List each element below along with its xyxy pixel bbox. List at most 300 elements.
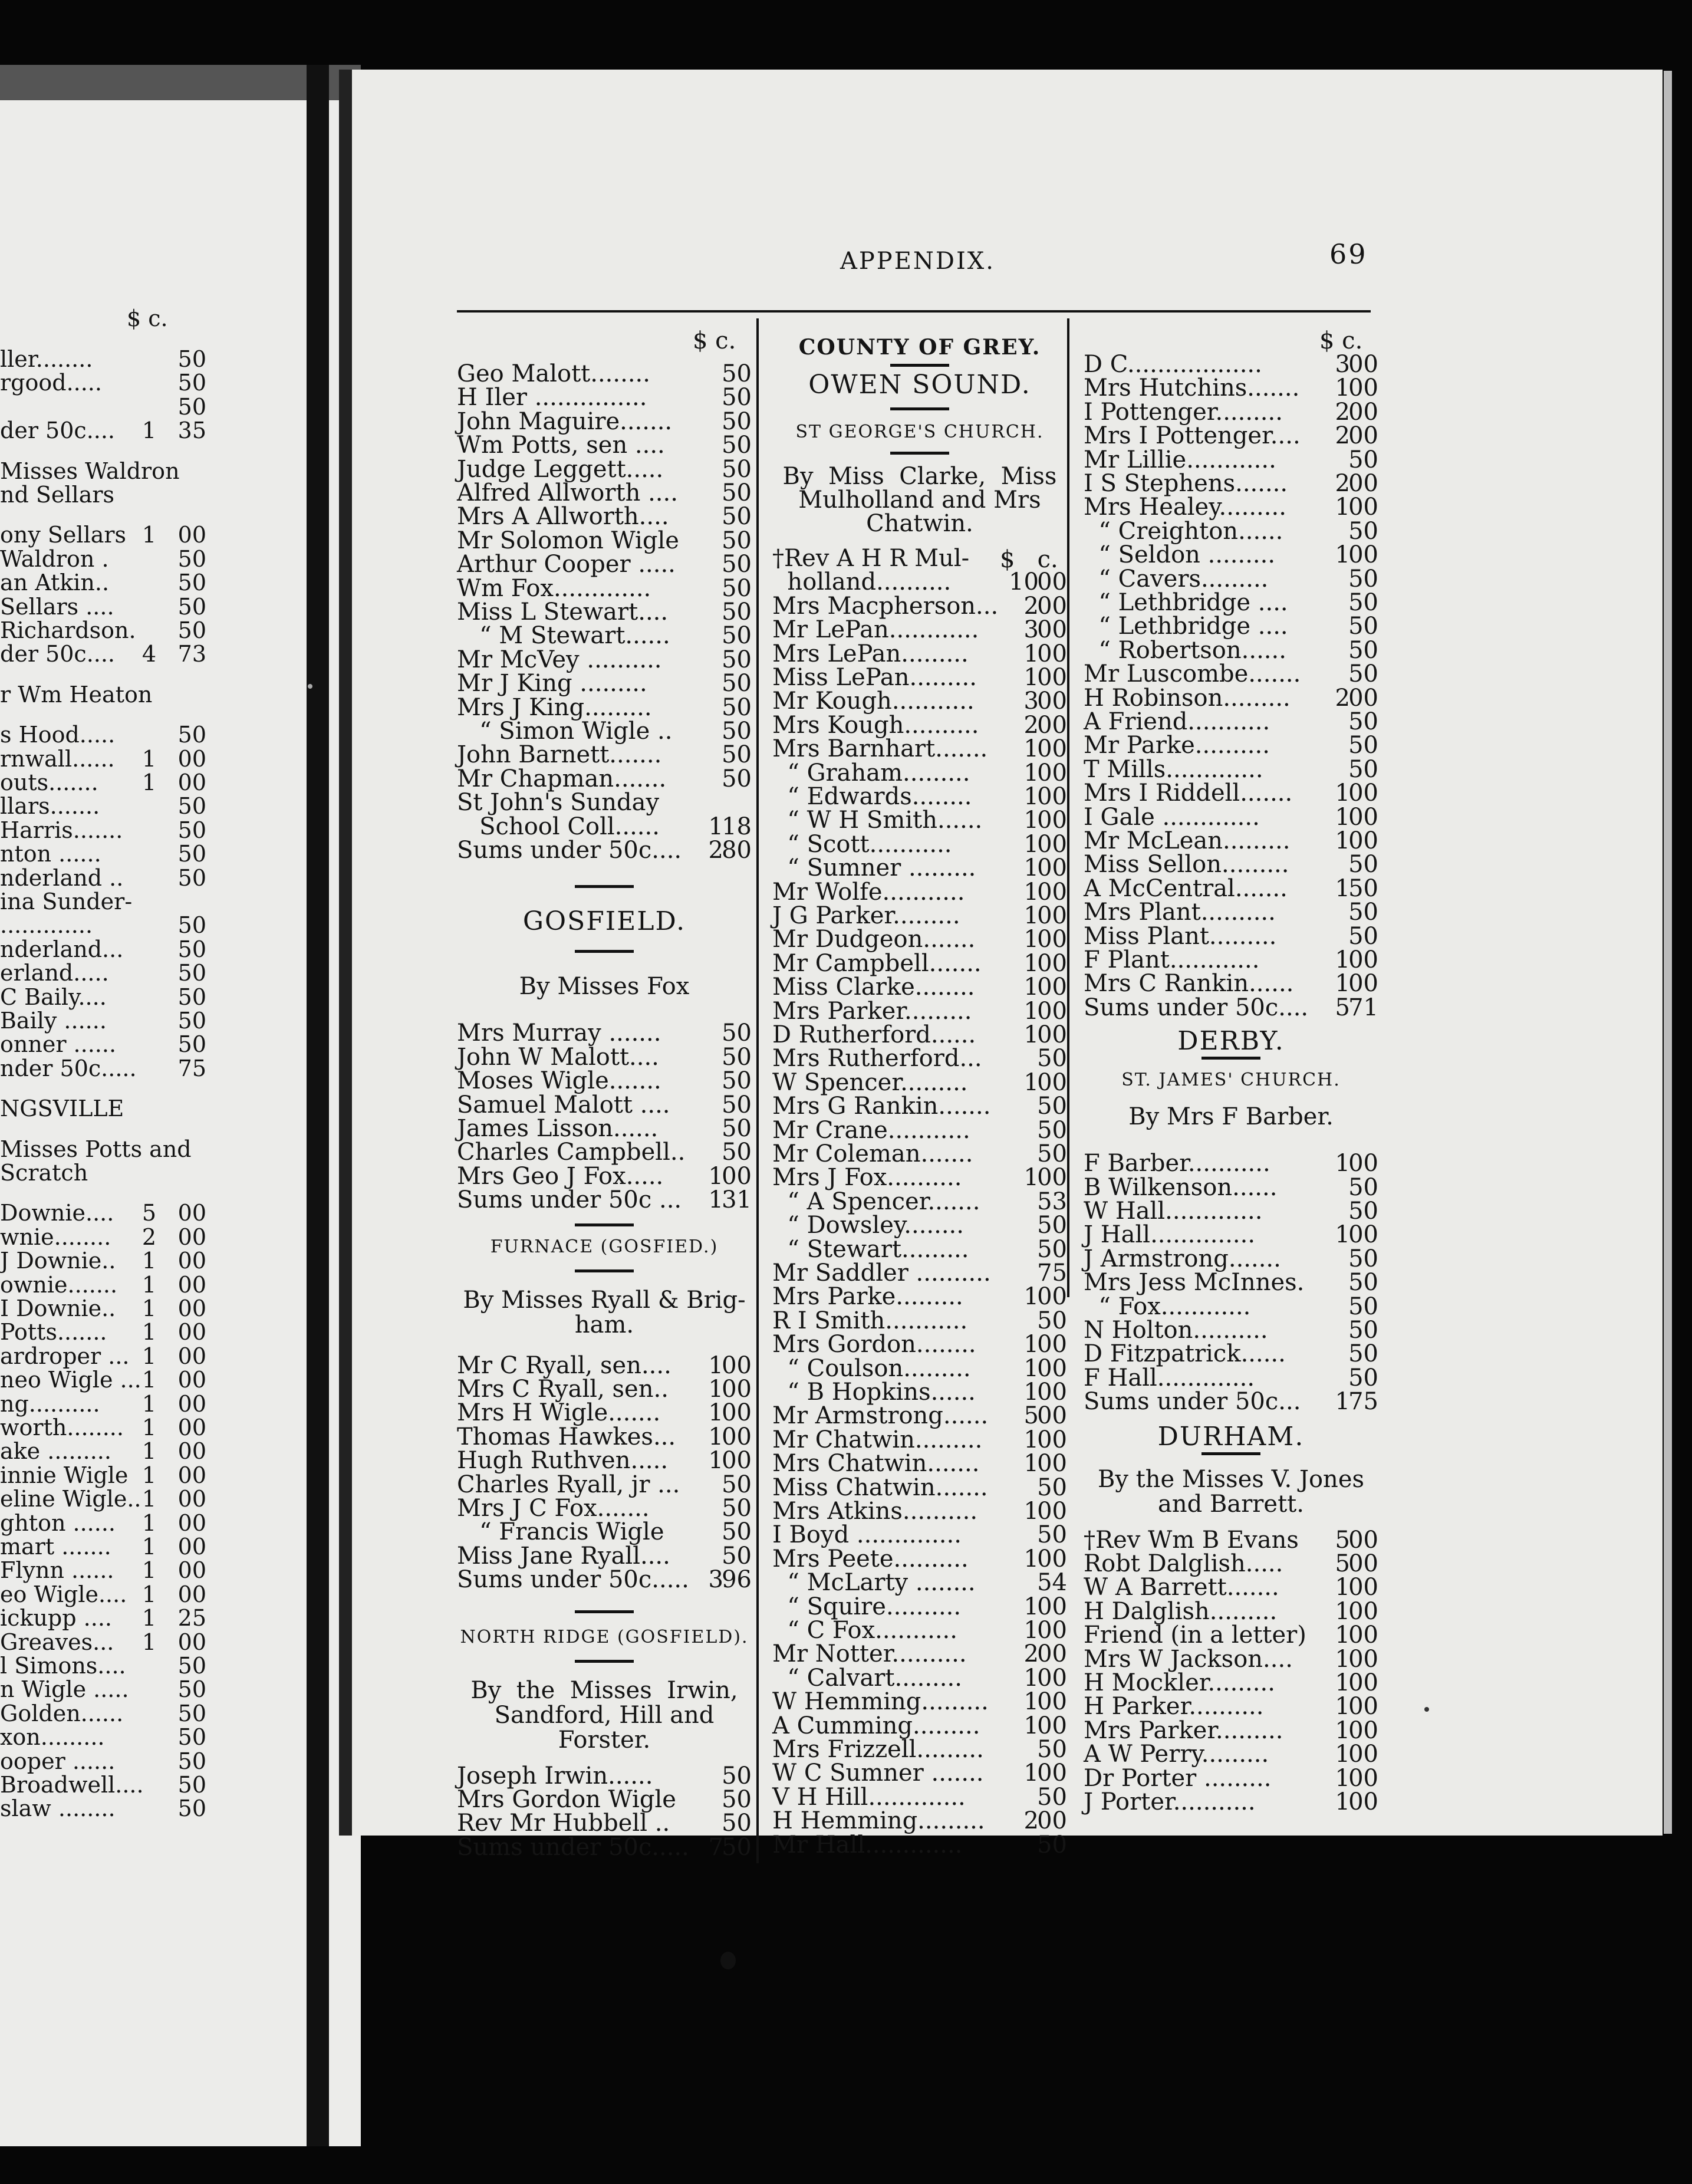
entry-name: “ Calvart......... (772, 1664, 962, 1692)
entry-name: “ Cavers......... (1084, 565, 1269, 593)
list-item (457, 1021, 752, 1045)
list-item (0, 1296, 212, 1321)
entry-name: nder 50c..... (0, 1055, 137, 1081)
list-item (0, 1415, 212, 1440)
list-item (1084, 1766, 1378, 1791)
entry-name: Miss L Stewart.... (457, 598, 669, 626)
entry-name: School Coll...... (457, 813, 660, 840)
header-rule (457, 310, 1371, 313)
list-item (1084, 876, 1378, 901)
section-subtitle: ST. JAMES' CHURCH. (1121, 1070, 1341, 1091)
entry-name: Miss Sellon......... (1084, 851, 1289, 879)
list-item (457, 457, 752, 482)
entry-name: Mrs W Jackson.... (1084, 1645, 1293, 1673)
entry-cents: 00 (1348, 1150, 1378, 1177)
entry-name: Miss Plant......... (1084, 922, 1277, 950)
entry-cents: 50 (722, 1762, 752, 1790)
list-item (0, 394, 212, 419)
list-item (457, 385, 752, 410)
entry-dollars: 2 (141, 1223, 156, 1250)
entry-cents: 00 (1348, 684, 1378, 712)
entry-name: A Friend........... (1084, 708, 1270, 735)
entry-cents: 00 (177, 1367, 206, 1393)
list-item (772, 1713, 1067, 1738)
entry-name: Wm Fox............. (457, 574, 651, 602)
list-item (1084, 567, 1378, 591)
list-item (0, 889, 212, 914)
entry-name: ............. (0, 912, 93, 939)
entry-cents: 00 (1348, 1716, 1378, 1744)
list-item (457, 647, 752, 672)
page-gutter-shadow (339, 70, 352, 1836)
list-item (457, 1835, 752, 1860)
divider (575, 1269, 634, 1272)
entry-cents: 50 (1348, 708, 1378, 735)
entry-dollars: 1 (141, 1343, 156, 1369)
entry-cents: 00 (1348, 1597, 1378, 1625)
list-item (457, 1045, 752, 1070)
list-item (0, 1344, 212, 1369)
list-item (1084, 1599, 1378, 1624)
entry-cents: 50 (722, 1495, 752, 1522)
list-item (772, 1237, 1067, 1262)
entry-name: Mrs Healey......... (1084, 494, 1286, 521)
entry-name: Moses Wigle....... (457, 1067, 661, 1095)
entry-name: Robt Dalglish..... (1084, 1550, 1283, 1577)
entry-cents: 00 (1348, 946, 1378, 973)
entry-cents: 50 (1037, 1212, 1067, 1239)
entry-name: C Baily.... (0, 984, 107, 1010)
list-item (457, 1425, 752, 1449)
entry-dollars: 1 (1023, 1545, 1039, 1573)
entry-name: H Parker.......... (1084, 1693, 1264, 1721)
entry-dollars: 5 (1023, 1402, 1039, 1430)
entry-dollars: 1 (1335, 1150, 1350, 1177)
section-byline: and Barrett. (1158, 1490, 1304, 1518)
entry-dollars: 1 (1023, 1068, 1039, 1096)
entry-name: Mrs Chatwin....... (772, 1450, 980, 1478)
entry-dollars: 1 (1023, 1450, 1039, 1478)
list-item (772, 1284, 1067, 1309)
entry-dollars: 1 (141, 1390, 156, 1417)
entry-cents: 00 (1037, 926, 1067, 953)
entry-dollars: 1 (1335, 1693, 1350, 1721)
entry-cents: 00 (177, 1248, 206, 1274)
list-item (772, 1356, 1067, 1381)
entry-name: Mr Coleman....... (772, 1140, 973, 1167)
entry-name: Mrs I Riddell....... (1084, 779, 1293, 807)
list-item (1084, 924, 1378, 949)
entry-cents: 00 (177, 1629, 206, 1655)
list-item (0, 985, 212, 1009)
section-byline: Chatwin. (866, 510, 973, 537)
entry-dollars: 1 (708, 1423, 723, 1450)
entry-cents: 50 (177, 817, 206, 843)
list-item (457, 1811, 752, 1836)
entry-dollars: 1 (141, 1367, 156, 1393)
list-item (457, 623, 752, 648)
list-item (0, 1225, 212, 1249)
entry-cents: 00 (177, 1509, 206, 1536)
entry-cents: 00 (177, 1415, 206, 1440)
entry-cents: 18 (722, 813, 752, 840)
list-item (0, 722, 212, 747)
list-item (457, 1472, 752, 1497)
entry-dollars: 2 (1023, 1807, 1039, 1835)
entry-name: Miss Jane Ryall.... (457, 1542, 670, 1570)
entry-cents: 00 (1037, 1354, 1067, 1382)
list-item (1084, 1670, 1378, 1695)
divider (575, 1660, 634, 1663)
entry-cents: 00 (722, 1399, 752, 1427)
list-item (0, 866, 212, 890)
entry-name: J Hall.............. (1084, 1221, 1256, 1249)
entry-name: V H Hill............. (772, 1783, 966, 1811)
list-item (772, 1213, 1067, 1238)
list-item (772, 808, 1067, 833)
entry-name: Mrs J Fox.......... (772, 1164, 962, 1192)
entry-name: A Cumming......... (772, 1712, 980, 1739)
entry-cents: 00 (1348, 351, 1378, 378)
entry-name: Broadwell.... (0, 1772, 144, 1798)
entry-cents: 54 (1037, 1569, 1067, 1597)
section-title: FURNACE (GOSFIED.) (490, 1236, 719, 1257)
list-item (457, 504, 752, 529)
entry-cents: 31 (722, 1186, 752, 1214)
entry-dollars: 1 (1335, 1669, 1350, 1696)
entry-name: Sums under 50c.... (457, 837, 682, 864)
list-item (0, 1534, 212, 1559)
entry-dollars: 1 (141, 745, 156, 772)
entry-cents: 00 (1037, 783, 1067, 810)
entry-cents: 00 (1037, 1640, 1067, 1668)
currency-header: $ c. (1000, 546, 1058, 573)
list-item (457, 1496, 752, 1521)
entry-cents: 50 (722, 718, 752, 745)
currency-header: $ c. (693, 327, 736, 354)
entry-cents: 71 (1348, 994, 1378, 1021)
entry-name: Mr Hall............. (772, 1831, 963, 1859)
entry-name: Mr Parke.......... (1084, 732, 1270, 759)
section-byline: Forster. (558, 1726, 651, 1754)
ink-speck (308, 684, 312, 689)
entry-name: Mr Wolfe........... (772, 878, 965, 906)
entry-name: I Pottenger......... (1084, 398, 1283, 426)
entry-cents: 50 (1348, 660, 1378, 688)
entry-name: Miss Chatwin....... (772, 1473, 988, 1501)
list-item (1084, 828, 1378, 853)
entry-cents: 00 (1037, 1450, 1067, 1478)
entry-name: Mrs Gordon Wigle (457, 1786, 676, 1813)
section-byline: Mulholland and Mrs (798, 486, 1041, 514)
entry-name: Mr McVey .......... (457, 646, 662, 673)
entry-name: “ M Stewart...... (457, 622, 670, 650)
entry-cents: 00 (1037, 759, 1067, 787)
entry-cents: 50 (177, 1795, 206, 1822)
entry-name: James Lisson...... (457, 1115, 659, 1142)
running-title: APPENDIX. (840, 248, 995, 275)
list-item (0, 961, 212, 985)
entry-name: R I Smith........... (772, 1307, 968, 1334)
list-item (1084, 709, 1378, 734)
entry-cents: 50 (722, 1067, 752, 1095)
entry-cents: 50 (1348, 1173, 1378, 1201)
ink-blot (720, 1952, 736, 1969)
list-item (0, 1367, 212, 1392)
list-item (457, 1787, 752, 1812)
entry-name: Samuel Malott .... (457, 1091, 670, 1119)
entry-cents: 00 (1348, 1741, 1378, 1768)
list-item (1084, 1647, 1378, 1672)
entry-name: Mrs Rutherford... (772, 1045, 982, 1073)
entry-dollars: 1 (1023, 1617, 1039, 1644)
entry-dollars: 1 (1023, 735, 1039, 763)
entry-dollars: 1 (1335, 1621, 1350, 1649)
entry-cents: 50 (1037, 1736, 1067, 1763)
list-item (457, 1140, 752, 1165)
entry-cents: 00 (1037, 1664, 1067, 1692)
entry-cents: 50 (722, 1043, 752, 1071)
entry-name: Mr Crane........... (772, 1116, 970, 1144)
entry-cents: 50 (722, 479, 752, 506)
list-item (0, 642, 212, 666)
entry-name: ake ......... (0, 1438, 111, 1465)
entry-cents: 00 (177, 1271, 206, 1298)
list-item (772, 1189, 1067, 1214)
entry-name: Miss LePan......... (772, 664, 977, 691)
entry-dollars: 3 (1023, 688, 1039, 715)
entry-dollars: 2 (1335, 684, 1350, 712)
entry-cents: 50 (177, 793, 206, 820)
entry-name: I Downie.. (0, 1295, 116, 1321)
list-item (457, 671, 752, 696)
list-item (1084, 1246, 1378, 1271)
entry-name: Harris....... (0, 817, 123, 843)
entry-cents: 50 (177, 936, 206, 962)
entry-name: Judge Leggett..... (457, 455, 664, 483)
entry-cents: 50 (177, 1031, 206, 1058)
entry-dollars: 1 (1335, 1716, 1350, 1744)
entry-name: Mrs C Ryall, sen.. (457, 1376, 669, 1403)
entry-cents: 00 (177, 1343, 206, 1369)
list-item (0, 522, 212, 547)
entry-cents: 50 (722, 527, 752, 554)
list-item (772, 546, 1067, 571)
list-item (0, 913, 212, 938)
list-item (0, 1701, 212, 1726)
entry-cents: 50 (722, 1810, 752, 1837)
list-item (772, 1570, 1067, 1595)
entry-name: Mrs Jess McInnes. (1084, 1269, 1305, 1297)
entry-name: Mr Notter.......... (772, 1640, 967, 1668)
entry-name: Hugh Ruthven..... (457, 1447, 669, 1475)
entry-name: l Simons.... (0, 1653, 126, 1679)
list-item (457, 409, 752, 434)
entry-cents: 50 (1348, 589, 1378, 616)
list-item (0, 746, 212, 771)
entry-name: der 50c.... (0, 641, 116, 667)
entry-name: rnwall...... (0, 745, 115, 772)
entry-name: Mr Chatwin......... (772, 1426, 983, 1453)
section-byline: By Misses Ryall & Brig- (463, 1286, 746, 1314)
entry-name: nton ...... (0, 841, 101, 867)
entry-dollars: 2 (1335, 422, 1350, 450)
list-item (772, 1666, 1067, 1690)
entry-cents: 50 (1348, 1340, 1378, 1368)
section-byline: By the Misses Irwin, (470, 1676, 738, 1704)
entry-name: H Iler ............... (457, 384, 647, 412)
entry-cents: 00 (1037, 1807, 1067, 1835)
entry-cents: 00 (1037, 902, 1067, 929)
entry-cents: 00 (722, 1351, 752, 1379)
entry-dollars: 1 (708, 1399, 723, 1427)
entry-cents: 75 (1348, 1388, 1378, 1416)
entry-dollars: 1 (1023, 997, 1039, 1025)
list-item (0, 770, 212, 795)
entry-name: “ Coulson......... (772, 1354, 971, 1382)
entry-name: W C Sumner ....... (772, 1759, 984, 1787)
entry-dollars: 1 (1335, 874, 1350, 902)
entry-cents: 25 (177, 1605, 206, 1632)
entry-cents: 00 (177, 1223, 206, 1250)
list-item (772, 832, 1067, 857)
entry-name: Mrs Hutchins....... (1084, 374, 1300, 402)
list-item (0, 1796, 212, 1821)
list-item (772, 1428, 1067, 1452)
list-item (1084, 495, 1378, 519)
entry-name: Mrs Macpherson... (772, 592, 999, 620)
list-item (0, 1272, 212, 1297)
entry-cents: 50 (177, 370, 206, 396)
entry-cents: 50 (1348, 1269, 1378, 1297)
entry-name: wnie........ (0, 1223, 111, 1250)
entry-dollars: 1 (708, 1186, 723, 1214)
entry-dollars: 7 (708, 1833, 723, 1861)
entry-cents: 00 (1348, 374, 1378, 402)
list-item (457, 576, 752, 601)
entry-dollars: 1 (1335, 1788, 1350, 1815)
entry-name: nderland... (0, 936, 124, 962)
entry-dollars: 1 (1023, 854, 1039, 882)
currency-header: $ c. (127, 305, 168, 331)
entry-name: T Mills............. (1084, 755, 1263, 783)
entry-dollars: 5 (141, 1200, 156, 1226)
list-item (1084, 852, 1378, 877)
entry-cents: 00 (177, 1581, 206, 1607)
entry-cents: 00 (722, 1376, 752, 1403)
entry-dollars: 5 (1335, 1550, 1350, 1577)
entry-dollars: 1 (141, 1462, 156, 1488)
entry-cents: 00 (1037, 1426, 1067, 1453)
entry-cents: 00 (1348, 1550, 1378, 1577)
entry-cents: 50 (177, 393, 206, 420)
entry-name: Sums under 50c ... (457, 1186, 682, 1214)
list-item (0, 1582, 212, 1607)
entry-cents: 50 (1037, 1045, 1067, 1073)
divider (575, 885, 634, 888)
entry-name: Mrs A Allworth.... (457, 503, 669, 531)
entry-dollars: 1 (1335, 1221, 1350, 1249)
entry-name: ghton ...... (0, 1509, 116, 1536)
entry-name: N Holton.......... (1084, 1317, 1268, 1344)
entry-cents: 00 (177, 1200, 206, 1226)
entry-name: Thomas Hawkes... (457, 1423, 676, 1450)
list-item (0, 1200, 212, 1225)
entry-cents: 00 (1037, 1617, 1067, 1644)
list-item (772, 1094, 1067, 1119)
entry-name: worth........ (0, 1415, 124, 1440)
entry-dollars: 1 (1335, 1388, 1350, 1416)
entry-name: “ McLarty ........ (772, 1569, 976, 1597)
list-item (1084, 1528, 1378, 1553)
list-item (772, 1522, 1067, 1547)
entry-cents: 50 (177, 1724, 206, 1751)
entry-name: Mrs Barnhart....... (772, 735, 988, 763)
entry-name: F Hall............. (1084, 1364, 1255, 1392)
entry-name: innie Wigle (0, 1462, 129, 1488)
entry-name: “ B Hopkins...... (772, 1379, 976, 1406)
entry-dollars: 1 (1335, 1741, 1350, 1768)
list-item (1084, 757, 1378, 782)
list-item (772, 1642, 1067, 1666)
entry-name: Alfred Allworth .... (457, 479, 678, 506)
entry-cents: 50 (1037, 1307, 1067, 1334)
entry-cents: 00 (1037, 878, 1067, 906)
entry-cents: 50 (722, 1786, 752, 1813)
entry-cents: 50 (1037, 1235, 1067, 1263)
list-item (772, 1618, 1067, 1643)
entry-dollars: 1 (1023, 640, 1039, 667)
entry-dollars: 2 (1023, 1640, 1039, 1668)
list-item (0, 1606, 212, 1630)
list-item (1084, 1294, 1378, 1319)
entry-cents: 50 (1348, 899, 1378, 926)
entry-dollars: 1 (141, 1248, 156, 1274)
entry-dollars: 1 (1335, 779, 1350, 807)
list-item (1084, 1623, 1378, 1647)
entry-name: “ Edwards........ (772, 783, 972, 810)
entry-name: H Dalglish......... (1084, 1597, 1278, 1625)
list-item (772, 713, 1067, 738)
list-item (1084, 781, 1378, 805)
list-item (0, 570, 212, 595)
entry-name: I Gale ............. (1084, 803, 1260, 831)
entry-name: “ Dowsley........ (772, 1212, 964, 1239)
list-item (457, 361, 752, 386)
entry-name: H Mockler......... (1084, 1669, 1275, 1696)
entry-cents: 00 (1037, 807, 1067, 834)
entry-name: H Robinson......... (1084, 684, 1291, 712)
section-byline: By Mrs F Barber. (1128, 1103, 1334, 1131)
list-item (0, 1772, 212, 1797)
entry-dollars: 1 (141, 522, 156, 548)
entry-name: Mr Kough........... (772, 688, 975, 715)
entry-name: I Boyd .............. (772, 1521, 962, 1549)
list-item (1084, 1341, 1378, 1366)
entry-name: Sellars .... (0, 593, 114, 620)
list-item (1084, 1366, 1378, 1390)
list-item (1084, 1175, 1378, 1200)
entry-name: Golden...... (0, 1700, 124, 1726)
entry-name: F Barber........... (1084, 1150, 1270, 1177)
entry-name: r Wm Heaton (0, 681, 153, 708)
list-item (1084, 1718, 1378, 1743)
entry-dollars: 1 (1023, 878, 1039, 906)
entry-name: Richardson. (0, 617, 136, 643)
list-item (457, 719, 752, 744)
entry-cents: 00 (1348, 494, 1378, 521)
list-item (1084, 1790, 1378, 1814)
